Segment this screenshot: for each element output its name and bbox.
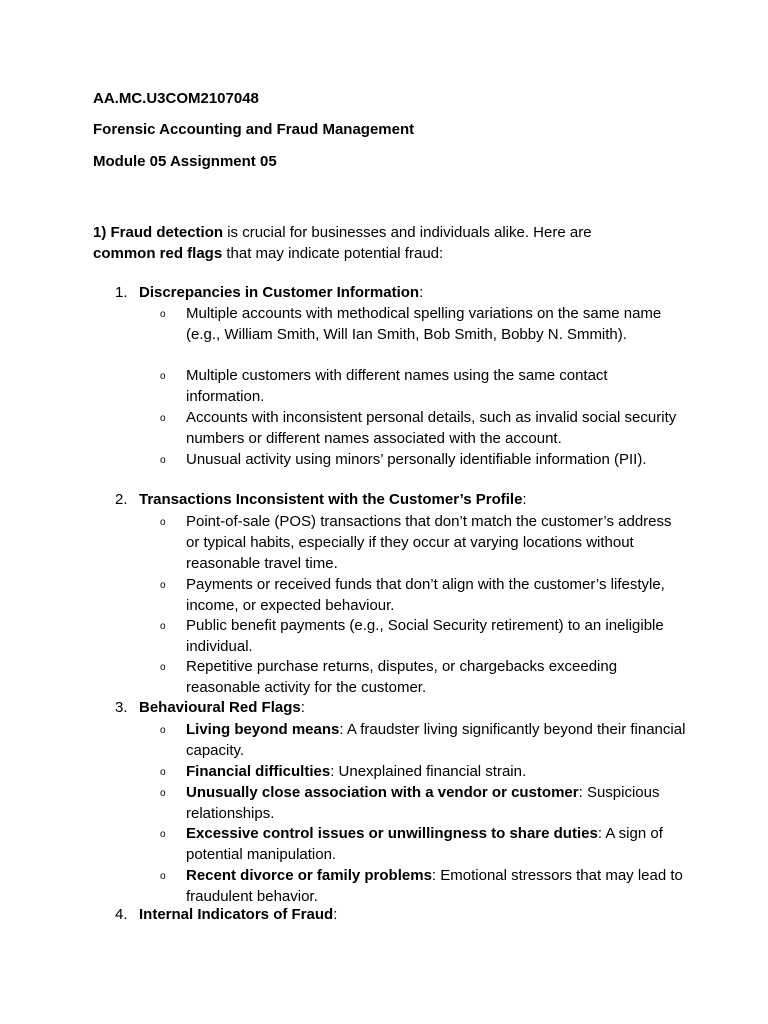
section-title: Internal Indicators of Fraud [139, 906, 334, 923]
list-item: Living beyond means: A fraudster living significantly beyond their financial capacity. [186, 721, 686, 759]
section-heading [139, 283, 423, 303]
section-title: Discrepancies in Customer Information [139, 284, 420, 301]
list-item: Payments or received funds that don’t align with the customer’s lifestyle, income, or expected behaviour. [186, 576, 665, 614]
intro-bold-red-flags: common red flags [93, 245, 223, 262]
section-suffix: : [522, 491, 527, 508]
section-heading [139, 698, 305, 718]
list-item: Repetitive purchase returns, disputes, or chargebacks exceeding reasonable activity for the customer. [186, 658, 618, 696]
intro-text-2: that may indicate potential fraud: [222, 245, 444, 262]
list-item: Excessive control issues or unwillingness to share duties: A sign of potential manipulation. [186, 825, 663, 863]
section-title: Transactions Inconsistent with the Customer’s Profile [139, 491, 523, 508]
bullet-icon: o [160, 455, 166, 466]
section-suffix: : [300, 699, 305, 716]
intro-line-1 [93, 223, 592, 243]
bullet-icon: o [160, 725, 166, 736]
course-title: Forensic Accounting and Fraud Management [93, 121, 415, 138]
bullet-icon: o [160, 517, 166, 528]
list-item: Unusually close association with a vendor or customer: Suspicious relationships. [186, 784, 660, 822]
section-number: 1. [115, 284, 128, 301]
bullet-icon: o [160, 871, 166, 882]
section-number: 3. [115, 699, 128, 716]
bullet-icon: o [160, 829, 166, 840]
list-item: Multiple accounts with methodical spelling variations on the same name (e.g., William Smith, Will Ian Smith, Bob Smith, Bobby N. Smmith). [186, 305, 662, 343]
bullet-icon: o [160, 621, 166, 632]
section-title: Behavioural Red Flags [139, 699, 301, 716]
intro-bold-fraud-detection: Fraud detection [110, 224, 224, 241]
list-item: Point-of-sale (POS) transactions that don’t match the customer’s address or typical habits, especially if they occur at varying locations without reasonable travel time. [186, 513, 672, 572]
list-item: Recent divorce or family problems: Emotional stressors that may lead to fraudulent behavior. [186, 867, 683, 905]
intro-line-2 [93, 244, 443, 264]
bullet-icon: o [160, 309, 166, 320]
section-heading [139, 490, 527, 510]
bullet-icon: o [160, 371, 166, 382]
list-item: Accounts with inconsistent personal details, such as invalid social security numbers or different names associated with the account. [186, 409, 677, 447]
bullet-icon: o [160, 580, 166, 591]
intro-text-1: is crucial for businesses and individuals alike. Here are [223, 224, 592, 241]
section-number: 4. [115, 906, 128, 923]
list-item: Public benefit payments (e.g., Social Security retirement) to an ineligible individual. [186, 617, 664, 655]
list-item: Multiple customers with different names using the same contact information. [186, 367, 608, 405]
section-suffix: : [333, 906, 338, 923]
bullet-icon: o [160, 413, 166, 424]
bullet-icon: o [160, 767, 166, 778]
list-item: Financial difficulties: Unexplained financial strain. [186, 763, 527, 780]
section-number: 2. [115, 491, 128, 508]
course-code: AA.MC.U3COM2107048 [93, 90, 259, 107]
bullet-icon: o [160, 662, 166, 673]
assignment-title: Module 05 Assignment 05 [93, 153, 277, 170]
list-item: Unusual activity using minors’ personally identifiable information (PII). [186, 451, 647, 468]
section-suffix: : [419, 284, 424, 301]
intro-number: 1) [93, 224, 107, 241]
bullet-icon: o [160, 788, 166, 799]
section-heading [139, 905, 337, 925]
